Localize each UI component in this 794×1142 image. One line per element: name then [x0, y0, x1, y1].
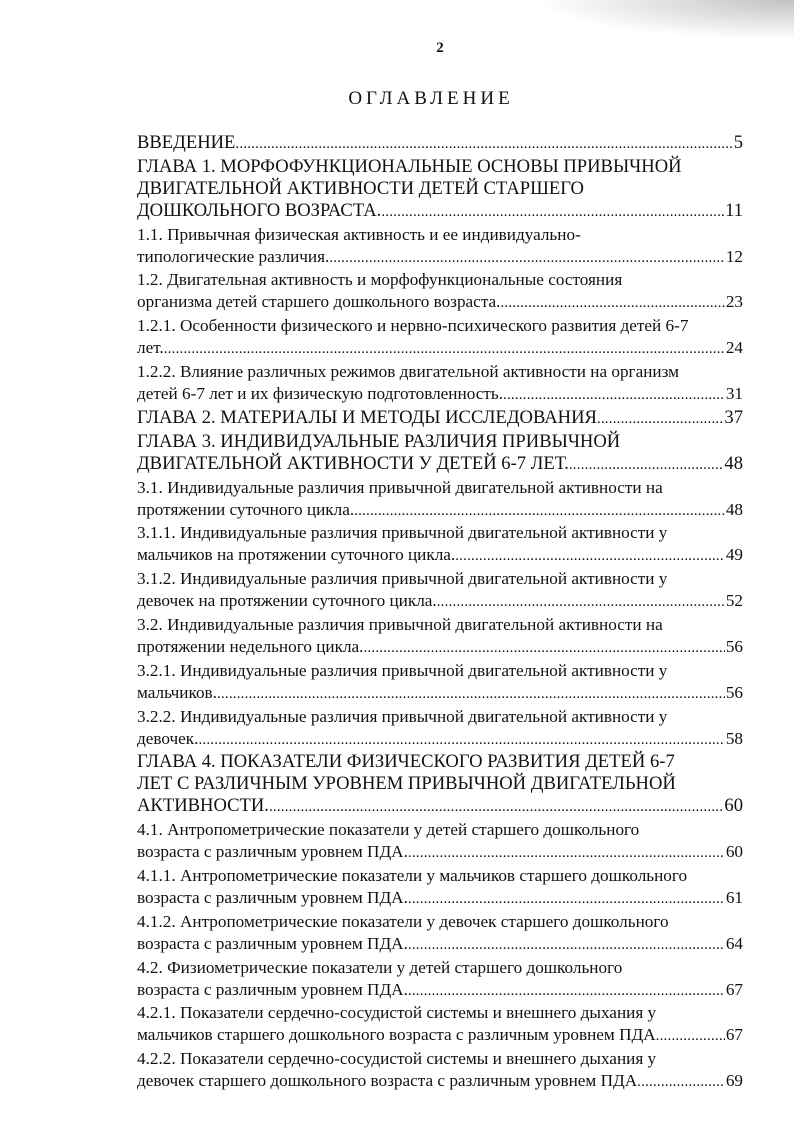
toc-line — [137, 544, 743, 568]
dot-leader — [217, 682, 725, 706]
toc-page-number: 67 — [725, 979, 743, 999]
toc-line — [137, 200, 743, 224]
toc-line — [137, 337, 743, 361]
toc-section-entry — [137, 522, 743, 568]
toc-line — [137, 383, 743, 407]
toc-entry-text: мальчиков. — [137, 682, 217, 702]
toc-section-entry — [137, 1002, 743, 1048]
toc-section-entry — [137, 819, 743, 865]
toc-line — [137, 1002, 743, 1024]
toc-page-number: 52 — [725, 591, 743, 611]
toc-line — [137, 841, 743, 865]
toc-page-number: 67 — [725, 1025, 743, 1045]
toc-entry-text: ГЛАВА 4. ПОКАЗАТЕЛИ ФИЗИЧЕСКОГО РАЗВИТИЯ ДЕТЕЙ 6-7 — [137, 751, 675, 773]
toc-entry-text: девочек. — [137, 728, 199, 748]
toc-entry-text: возраста с различным уровнем ПДА. — [137, 842, 408, 862]
toc-page-number: 56 — [725, 682, 743, 702]
toc-entry-text: ГЛАВА 1. МОРФОФУНКЦИОНАЛЬНЫЕ ОСНОВЫ ПРИВЫЧНОЙ — [137, 155, 682, 177]
table-of-contents — [137, 132, 743, 1094]
toc-line — [137, 178, 743, 200]
toc-page-number: 64 — [725, 933, 743, 953]
toc-entry-text: 1.2. Двигательная активность и морфофункциональные состояния — [137, 270, 623, 290]
toc-line — [137, 728, 743, 752]
toc-entry-text: 3.1.1. Индивидуальные различия привычной двигательной активности у — [137, 523, 668, 543]
dot-leader — [235, 132, 732, 156]
toc-entry-text: организма детей старшего дошкольного возраста. — [137, 292, 501, 312]
toc-entry-text: возраста с различным уровнем ПДА. — [137, 933, 408, 953]
toc-entry-text: 4.1.1. Антропометрические показатели у мальчиков старшего дошкольного — [137, 866, 688, 885]
toc-entry-text: 4.2.1. Показатели сердечно-сосудистой системы и внешнего дыхания у — [137, 1003, 657, 1023]
toc-entry-text: протяжении недельного цикла. — [137, 636, 364, 656]
toc-page-number: 48 — [724, 452, 743, 474]
toc-page-number: 58 — [725, 728, 743, 748]
toc-entry-text: ГЛАВА 2. МАТЕРИАЛЫ И МЕТОДЫ ИССЛЕДОВАНИЯ — [137, 406, 597, 428]
toc-entry-text: 3.2. Индивидуальные различия привычной двигательной активности на — [137, 615, 663, 635]
toc-page-number: 69 — [725, 1071, 743, 1091]
page-number: 2 — [436, 40, 444, 56]
toc-line — [137, 865, 743, 887]
toc-section-entry — [137, 568, 743, 614]
toc-entry-text: детей 6-7 лет и их физическую подготовленность. — [137, 383, 503, 403]
toc-line — [137, 1070, 743, 1094]
toc-entry-text: 4.1.2. Антропометрические показатели у девочек старшего дошкольного — [137, 911, 669, 931]
dot-leader — [269, 795, 723, 819]
toc-entry-text: лет. — [137, 338, 164, 358]
toc-entry-text: АКТИВНОСТИ. — [137, 795, 269, 817]
toc-page-number: 61 — [725, 887, 743, 907]
toc-page-number: 56 — [725, 636, 743, 656]
toc-entry-text: девочек старшего дошкольного возраста с различным уровнем ПДА — [137, 1071, 638, 1091]
toc-line — [137, 819, 743, 841]
toc-line — [137, 660, 743, 682]
toc-page-number: 24 — [725, 338, 743, 358]
toc-entry-text: ГЛАВА 3. ИНДИВИДУАЛЬНЫЕ РАЗЛИЧИЯ ПРИВЫЧНОЙ — [137, 430, 621, 452]
dot-leader — [455, 544, 725, 568]
toc-line — [137, 453, 743, 477]
dot-leader — [569, 453, 724, 477]
toc-entry-text: мальчиков старшего дошкольного возраста с различным уровнем ПДА — [137, 1025, 656, 1045]
toc-line — [137, 315, 743, 337]
toc-line — [137, 361, 743, 383]
toc-line — [137, 522, 743, 544]
toc-line — [137, 1024, 743, 1048]
toc-line — [137, 979, 743, 1003]
toc-line — [137, 590, 743, 614]
toc-entry-text: 4.1. Антропометрические показатели у детей старшего дошкольного — [137, 820, 640, 840]
dot-leader — [381, 200, 724, 224]
toc-chapter-entry — [137, 132, 743, 156]
toc-line — [137, 706, 743, 728]
toc-entry-text: 4.2. Физиометрические показатели у детей старшего дошкольного — [137, 957, 623, 977]
toc-line — [137, 773, 743, 795]
toc-chapter-entry — [137, 407, 743, 431]
toc-page-number: 60 — [724, 795, 743, 817]
toc-line — [137, 224, 743, 246]
toc-line — [137, 407, 743, 431]
toc-line — [137, 887, 743, 911]
toc-entry-text: 4.2.2. Показатели сердечно-сосудистой системы и внешнего дыхания у — [137, 1049, 657, 1069]
toc-line — [137, 431, 743, 453]
toc-section-entry — [137, 865, 743, 911]
toc-section-entry — [137, 911, 743, 957]
toc-chapter-entry — [137, 751, 743, 819]
toc-page-number: 23 — [725, 292, 743, 312]
dot-leader — [354, 499, 725, 523]
toc-entry-text: 1.2.2. Влияние различных режимов двигательной активности на организм — [137, 362, 680, 382]
toc-page-number: 11 — [725, 199, 743, 221]
toc-entry-text: 3.1. Индивидуальные различия привычной двигательной активности на — [137, 477, 663, 497]
toc-entry-text: типологические различия. — [137, 246, 330, 266]
toc-chapter-entry — [137, 156, 743, 224]
toc-page-number: 5 — [733, 132, 743, 153]
dot-leader — [437, 590, 725, 614]
toc-line — [137, 568, 743, 590]
toc-line — [137, 795, 743, 819]
toc-line — [137, 614, 743, 636]
dot-leader — [329, 246, 724, 270]
toc-entry-text: 3.2.2. Индивидуальные различия привычной двигательной активности у — [137, 706, 668, 726]
toc-entry-text: мальчиков на протяжении суточного цикла. — [137, 545, 456, 565]
toc-line — [137, 957, 743, 979]
toc-chapter-entry — [137, 431, 743, 477]
toc-section-entry — [137, 614, 743, 660]
toc-entry-text: протяжении суточного цикла. — [137, 499, 355, 519]
toc-page-number: 49 — [725, 545, 743, 565]
toc-line — [137, 499, 743, 523]
toc-section-entry — [137, 706, 743, 752]
dot-leader — [408, 933, 725, 957]
toc-section-entry — [137, 1048, 743, 1094]
toc-section-entry — [137, 477, 743, 523]
toc-page-number: 12 — [725, 246, 743, 266]
dot-leader — [408, 887, 725, 911]
toc-line — [137, 477, 743, 499]
toc-section-entry — [137, 660, 743, 706]
toc-page-number: 31 — [725, 383, 743, 403]
toc-entry-text: возраста с различным уровнем ПДА. — [137, 979, 408, 999]
toc-line — [137, 751, 743, 773]
toc-entry-text: ЛЕТ С РАЗЛИЧНЫМ УРОВНЕМ ПРИВЫЧНОЙ ДВИГАТЕЛЬНОЙ — [137, 773, 676, 795]
toc-page-number: 60 — [725, 842, 743, 862]
toc-line — [137, 269, 743, 291]
toc-line — [137, 933, 743, 957]
toc-section-entry — [137, 361, 743, 407]
toc-page-number: 48 — [725, 499, 743, 519]
toc-page-number: 37 — [724, 406, 743, 428]
toc-line — [137, 682, 743, 706]
toc-line — [137, 1048, 743, 1070]
toc-entry-text: ВВЕДЕНИЕ — [137, 132, 236, 153]
dot-leader — [597, 407, 724, 431]
toc-entry-text: 1.1. Привычная физическая активность и ее индивидуально- — [137, 224, 581, 244]
toc-section-entry — [137, 957, 743, 1003]
dot-leader — [637, 1070, 725, 1094]
page-title: ОГЛАВЛЕНИЕ — [348, 88, 514, 109]
toc-line — [137, 132, 743, 156]
toc-line — [137, 636, 743, 660]
toc-entry-text: ДОШКОЛЬНОГО ВОЗРАСТА. — [137, 199, 382, 221]
toc-entry-text: 1.2.1. Особенности физического и нервно-психического развития детей 6-7 — [137, 316, 689, 336]
toc-line — [137, 156, 743, 178]
toc-entry-text: возраста с различным уровнем ПДА. — [137, 887, 408, 907]
dot-leader — [363, 636, 724, 660]
toc-line — [137, 911, 743, 933]
dot-leader — [656, 1024, 725, 1048]
dot-leader — [500, 291, 724, 315]
toc-entry-text: 3.1.2. Индивидуальные различия привычной двигательной активности у — [137, 569, 668, 589]
toc-entry-text: ДВИГАТЕЛЬНОЙ АКТИВНОСТИ У ДЕТЕЙ 6-7 ЛЕТ. — [137, 452, 569, 474]
toc-section-entry — [137, 315, 743, 361]
toc-section-entry — [137, 269, 743, 315]
toc-entry-text: ДВИГАТЕЛЬНОЙ АКТИВНОСТИ ДЕТЕЙ СТАРШЕГО — [137, 177, 584, 199]
dot-leader — [198, 728, 724, 752]
dot-leader — [408, 841, 725, 865]
scan-shadow — [534, 0, 794, 40]
toc-entry-text: девочек на протяжении суточного цикла. — [137, 591, 437, 611]
toc-line — [137, 291, 743, 315]
toc-section-entry — [137, 224, 743, 270]
dot-leader — [503, 383, 725, 407]
toc-entry-text: 3.2.1. Индивидуальные различия привычной двигательной активности у — [137, 660, 668, 680]
dot-leader — [408, 979, 725, 1003]
dot-leader — [164, 337, 725, 361]
toc-line — [137, 246, 743, 270]
